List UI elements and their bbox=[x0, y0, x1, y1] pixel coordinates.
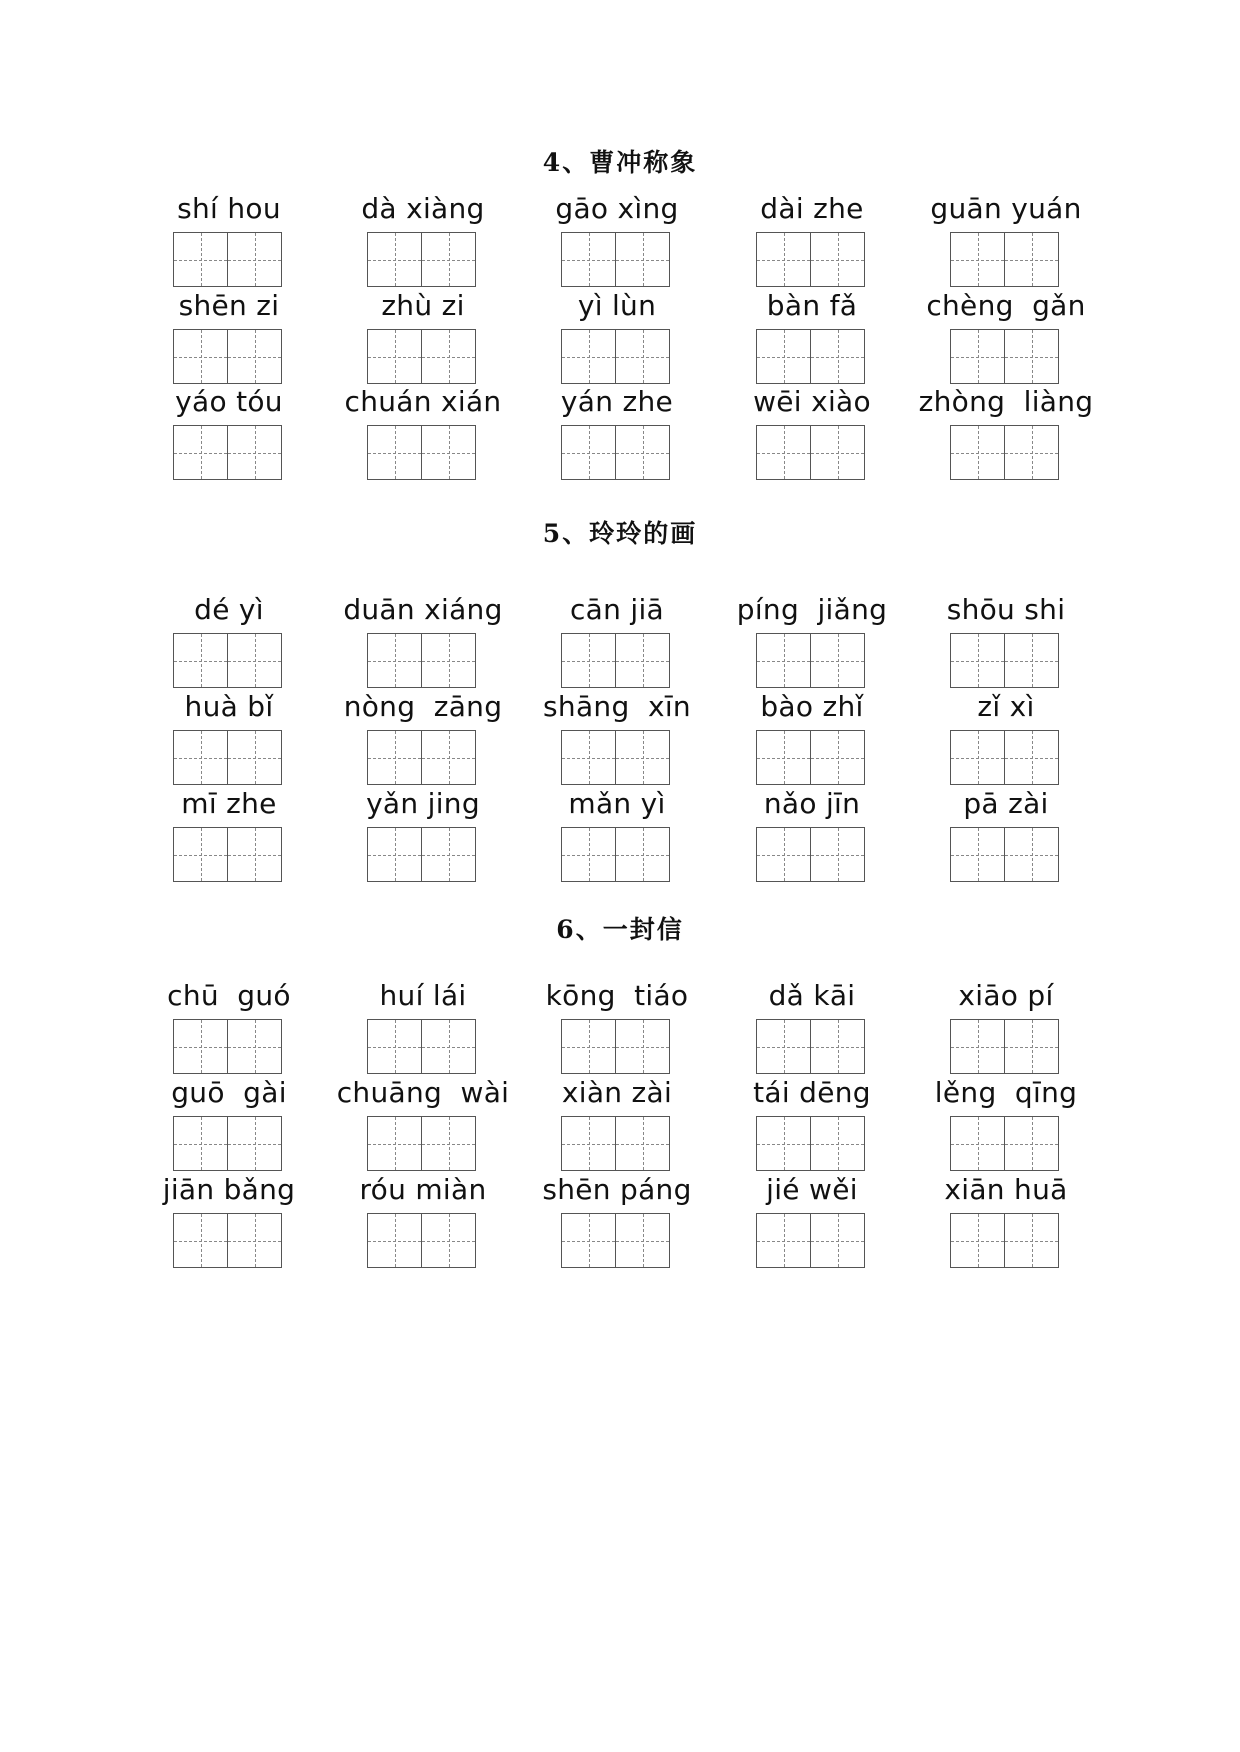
character-box[interactable] bbox=[951, 233, 1005, 286]
character-box[interactable] bbox=[174, 731, 228, 784]
tianzige-grid[interactable] bbox=[950, 1019, 1059, 1074]
character-box[interactable] bbox=[174, 330, 228, 383]
pinyin-label: chuán xián bbox=[344, 385, 502, 418]
word-cell bbox=[906, 289, 1106, 323]
pinyin-label: píng jiǎng bbox=[736, 593, 888, 626]
word-cell bbox=[906, 787, 1106, 821]
character-box[interactable] bbox=[174, 426, 228, 479]
word-cell bbox=[129, 787, 329, 821]
word-cell bbox=[323, 690, 523, 724]
pinyin-label: nǎo jīn bbox=[763, 787, 861, 820]
character-box[interactable] bbox=[368, 731, 422, 784]
tianzige-grid[interactable] bbox=[367, 1116, 476, 1171]
section-title-4: 4、曹冲称象 bbox=[542, 148, 698, 177]
tianzige-grid[interactable] bbox=[561, 1116, 670, 1171]
tianzige-grid[interactable] bbox=[367, 730, 476, 785]
character-box[interactable] bbox=[562, 634, 616, 687]
pinyin-label: wēi xiào bbox=[753, 385, 871, 418]
character-box[interactable] bbox=[757, 1117, 811, 1170]
tianzige-grid[interactable] bbox=[367, 1213, 476, 1268]
character-box[interactable] bbox=[562, 233, 616, 286]
character-box[interactable] bbox=[228, 1214, 281, 1267]
character-box[interactable] bbox=[616, 634, 669, 687]
word-cell bbox=[517, 690, 717, 724]
tianzige-grid[interactable] bbox=[756, 425, 865, 480]
character-box[interactable] bbox=[422, 828, 475, 881]
word-cell bbox=[323, 787, 523, 821]
section-title-6: 6、一封信 bbox=[556, 915, 684, 944]
pinyin-label: shí hou bbox=[177, 192, 281, 225]
character-box[interactable] bbox=[616, 1214, 669, 1267]
tianzige-grid[interactable] bbox=[950, 1116, 1059, 1171]
character-box[interactable] bbox=[368, 634, 422, 687]
character-box[interactable] bbox=[951, 330, 1005, 383]
word-cell bbox=[712, 979, 912, 1013]
character-box[interactable] bbox=[616, 828, 669, 881]
pinyin-label: huà bǐ bbox=[184, 690, 274, 723]
character-box[interactable] bbox=[757, 233, 811, 286]
character-box[interactable] bbox=[951, 1020, 1005, 1073]
character-box[interactable] bbox=[757, 634, 811, 687]
character-box[interactable] bbox=[174, 828, 228, 881]
character-box[interactable] bbox=[422, 426, 475, 479]
word-cell bbox=[712, 690, 912, 724]
character-box[interactable] bbox=[1005, 233, 1058, 286]
character-box[interactable] bbox=[951, 634, 1005, 687]
word-cell bbox=[323, 1076, 523, 1110]
pinyin-label: dǎ kāi bbox=[768, 979, 856, 1012]
word-cell bbox=[129, 1076, 329, 1110]
pinyin-label: chuāng wài bbox=[336, 1076, 510, 1109]
pinyin-label: mǎn yì bbox=[568, 787, 666, 820]
character-box[interactable] bbox=[562, 1020, 616, 1073]
tianzige-grid[interactable] bbox=[561, 730, 670, 785]
pinyin-label: dà xiàng bbox=[361, 192, 485, 225]
character-box[interactable] bbox=[616, 1117, 669, 1170]
word-cell bbox=[906, 979, 1106, 1013]
word-cell bbox=[712, 1076, 912, 1110]
character-box[interactable] bbox=[422, 330, 475, 383]
pinyin-label: huí lái bbox=[379, 979, 467, 1012]
word-cell bbox=[129, 690, 329, 724]
tianzige-grid[interactable] bbox=[950, 232, 1059, 287]
character-box[interactable] bbox=[951, 1117, 1005, 1170]
word-cell bbox=[906, 690, 1106, 724]
character-box[interactable] bbox=[757, 330, 811, 383]
tianzige-grid[interactable] bbox=[367, 425, 476, 480]
character-box[interactable] bbox=[1005, 330, 1058, 383]
word-cell bbox=[906, 1173, 1106, 1207]
character-box[interactable] bbox=[951, 1214, 1005, 1267]
tianzige-grid[interactable] bbox=[756, 633, 865, 688]
pinyin-label: cān jiā bbox=[569, 593, 665, 626]
pinyin-label: chèng gǎn bbox=[926, 289, 1086, 322]
word-cell bbox=[906, 385, 1106, 419]
tianzige-grid[interactable] bbox=[756, 329, 865, 384]
tianzige-grid[interactable] bbox=[173, 425, 282, 480]
word-cell bbox=[323, 1173, 523, 1207]
tianzige-grid[interactable] bbox=[561, 425, 670, 480]
word-cell bbox=[517, 385, 717, 419]
tianzige-grid[interactable] bbox=[561, 1019, 670, 1074]
character-box[interactable] bbox=[174, 233, 228, 286]
character-box[interactable] bbox=[951, 731, 1005, 784]
character-box[interactable] bbox=[811, 426, 864, 479]
pinyin-label: mī zhe bbox=[181, 787, 277, 820]
word-cell bbox=[712, 1173, 912, 1207]
tianzige-grid[interactable] bbox=[367, 329, 476, 384]
tianzige-grid[interactable] bbox=[173, 1213, 282, 1268]
section-title-5: 5、玲玲的画 bbox=[542, 519, 698, 548]
character-box[interactable] bbox=[562, 426, 616, 479]
tianzige-grid[interactable] bbox=[950, 730, 1059, 785]
tianzige-grid[interactable] bbox=[367, 1019, 476, 1074]
word-cell bbox=[129, 289, 329, 323]
character-box[interactable] bbox=[562, 1214, 616, 1267]
character-box[interactable] bbox=[757, 828, 811, 881]
pinyin-label: yán zhe bbox=[560, 385, 674, 418]
word-cell bbox=[323, 979, 523, 1013]
word-cell bbox=[129, 593, 329, 627]
character-box[interactable] bbox=[368, 1117, 422, 1170]
word-cell bbox=[517, 979, 717, 1013]
character-box[interactable] bbox=[616, 233, 669, 286]
character-box[interactable] bbox=[368, 426, 422, 479]
word-cell bbox=[517, 1173, 717, 1207]
pinyin-label: shōu shi bbox=[946, 593, 1066, 626]
character-box[interactable] bbox=[1005, 634, 1058, 687]
character-box[interactable] bbox=[1005, 1117, 1058, 1170]
pinyin-label: jiān bǎng bbox=[162, 1173, 296, 1206]
pinyin-label: guō gài bbox=[171, 1076, 287, 1109]
word-cell bbox=[323, 289, 523, 323]
tianzige-grid[interactable] bbox=[561, 232, 670, 287]
pinyin-label: lěng qīng bbox=[934, 1076, 1078, 1109]
tianzige-grid[interactable] bbox=[561, 633, 670, 688]
word-cell bbox=[906, 192, 1106, 226]
pinyin-label: shēn zi bbox=[178, 289, 280, 322]
character-box[interactable] bbox=[368, 1020, 422, 1073]
character-box[interactable] bbox=[174, 1020, 228, 1073]
character-box[interactable] bbox=[228, 1020, 281, 1073]
tianzige-grid[interactable] bbox=[950, 1213, 1059, 1268]
character-box[interactable] bbox=[368, 1214, 422, 1267]
character-box[interactable] bbox=[951, 828, 1005, 881]
tianzige-grid[interactable] bbox=[756, 1213, 865, 1268]
character-box[interactable] bbox=[422, 233, 475, 286]
word-cell bbox=[323, 593, 523, 627]
word-cell bbox=[517, 289, 717, 323]
tianzige-grid[interactable] bbox=[173, 827, 282, 882]
tianzige-grid[interactable] bbox=[173, 329, 282, 384]
character-box[interactable] bbox=[368, 330, 422, 383]
character-box[interactable] bbox=[811, 1020, 864, 1073]
pinyin-label: chū guó bbox=[167, 979, 291, 1012]
character-box[interactable] bbox=[422, 1020, 475, 1073]
word-cell bbox=[712, 289, 912, 323]
word-cell bbox=[712, 192, 912, 226]
word-cell bbox=[906, 593, 1106, 627]
tianzige-grid[interactable] bbox=[561, 1213, 670, 1268]
word-cell bbox=[712, 385, 912, 419]
word-cell bbox=[323, 192, 523, 226]
tianzige-grid[interactable] bbox=[756, 827, 865, 882]
character-box[interactable] bbox=[174, 1117, 228, 1170]
character-box[interactable] bbox=[616, 426, 669, 479]
character-box[interactable] bbox=[1005, 1214, 1058, 1267]
word-cell bbox=[517, 192, 717, 226]
tianzige-grid[interactable] bbox=[561, 827, 670, 882]
character-box[interactable] bbox=[757, 1214, 811, 1267]
pinyin-label: yǎn jing bbox=[366, 787, 480, 820]
tianzige-grid[interactable] bbox=[367, 633, 476, 688]
character-box[interactable] bbox=[174, 1214, 228, 1267]
tianzige-grid[interactable] bbox=[950, 329, 1059, 384]
pinyin-label: xiàn zài bbox=[561, 1076, 673, 1109]
character-box[interactable] bbox=[1005, 828, 1058, 881]
character-box[interactable] bbox=[228, 233, 281, 286]
pinyin-label: kōng tiáo bbox=[545, 979, 689, 1012]
character-box[interactable] bbox=[228, 330, 281, 383]
character-box[interactable] bbox=[228, 634, 281, 687]
character-box[interactable] bbox=[368, 828, 422, 881]
pinyin-label: róu miàn bbox=[359, 1173, 487, 1206]
pinyin-label: gāo xìng bbox=[555, 192, 679, 225]
pinyin-label: pā zài bbox=[963, 787, 1049, 820]
pinyin-label: zǐ xì bbox=[977, 690, 1035, 723]
tianzige-grid[interactable] bbox=[756, 1116, 865, 1171]
tianzige-grid[interactable] bbox=[173, 232, 282, 287]
character-box[interactable] bbox=[228, 731, 281, 784]
tianzige-grid[interactable] bbox=[173, 633, 282, 688]
character-box[interactable] bbox=[616, 1020, 669, 1073]
word-cell bbox=[712, 593, 912, 627]
pinyin-label: dé yì bbox=[194, 593, 264, 626]
tianzige-grid[interactable] bbox=[950, 633, 1059, 688]
character-box[interactable] bbox=[1005, 1020, 1058, 1073]
word-cell bbox=[129, 979, 329, 1013]
pinyin-label: zhòng liàng bbox=[918, 385, 1094, 418]
word-cell bbox=[129, 192, 329, 226]
word-cell bbox=[712, 787, 912, 821]
character-box[interactable] bbox=[811, 828, 864, 881]
character-box[interactable] bbox=[368, 233, 422, 286]
character-box[interactable] bbox=[562, 828, 616, 881]
tianzige-grid[interactable] bbox=[756, 730, 865, 785]
word-cell bbox=[323, 385, 523, 419]
character-box[interactable] bbox=[757, 1020, 811, 1073]
character-box[interactable] bbox=[228, 828, 281, 881]
tianzige-grid[interactable] bbox=[561, 329, 670, 384]
word-cell bbox=[517, 787, 717, 821]
pinyin-label: duān xiáng bbox=[343, 593, 503, 626]
character-box[interactable] bbox=[951, 426, 1005, 479]
word-cell bbox=[517, 593, 717, 627]
pinyin-label: yì lùn bbox=[577, 289, 657, 322]
tianzige-grid[interactable] bbox=[367, 232, 476, 287]
tianzige-grid[interactable] bbox=[367, 827, 476, 882]
pinyin-label: guān yuán bbox=[930, 192, 1082, 225]
pinyin-label: shāng xīn bbox=[543, 690, 691, 723]
character-box[interactable] bbox=[562, 1117, 616, 1170]
pinyin-label: jié wěi bbox=[766, 1173, 858, 1206]
pinyin-label: nòng zāng bbox=[343, 690, 503, 723]
character-box[interactable] bbox=[616, 330, 669, 383]
character-box[interactable] bbox=[757, 426, 811, 479]
character-box[interactable] bbox=[422, 1117, 475, 1170]
tianzige-grid[interactable] bbox=[173, 1019, 282, 1074]
tianzige-grid[interactable] bbox=[950, 425, 1059, 480]
pinyin-label: tái dēng bbox=[753, 1076, 871, 1109]
pinyin-label: bàn fǎ bbox=[766, 289, 858, 322]
character-box[interactable] bbox=[1005, 731, 1058, 784]
character-box[interactable] bbox=[422, 731, 475, 784]
pinyin-label: xiāo pí bbox=[958, 979, 1054, 1012]
word-cell bbox=[129, 1173, 329, 1207]
character-box[interactable] bbox=[422, 1214, 475, 1267]
tianzige-grid[interactable] bbox=[950, 827, 1059, 882]
character-box[interactable] bbox=[174, 634, 228, 687]
pinyin-label: zhù zi bbox=[381, 289, 465, 322]
character-box[interactable] bbox=[562, 330, 616, 383]
pinyin-label: shēn páng bbox=[542, 1173, 692, 1206]
character-box[interactable] bbox=[757, 731, 811, 784]
character-box[interactable] bbox=[1005, 426, 1058, 479]
character-box[interactable] bbox=[228, 1117, 281, 1170]
word-cell bbox=[517, 1076, 717, 1110]
pinyin-label: yáo tóu bbox=[175, 385, 283, 418]
character-box[interactable] bbox=[811, 634, 864, 687]
character-box[interactable] bbox=[811, 1117, 864, 1170]
pinyin-label: xiān huā bbox=[944, 1173, 1068, 1206]
pinyin-label: bào zhǐ bbox=[760, 690, 864, 723]
character-box[interactable] bbox=[228, 426, 281, 479]
character-box[interactable] bbox=[811, 330, 864, 383]
word-cell bbox=[906, 1076, 1106, 1110]
character-box[interactable] bbox=[562, 731, 616, 784]
character-box[interactable] bbox=[811, 233, 864, 286]
pinyin-label: dài zhe bbox=[760, 192, 864, 225]
character-box[interactable] bbox=[811, 731, 864, 784]
tianzige-grid[interactable] bbox=[173, 730, 282, 785]
tianzige-grid[interactable] bbox=[173, 1116, 282, 1171]
word-cell bbox=[129, 385, 329, 419]
tianzige-grid[interactable] bbox=[756, 232, 865, 287]
character-box[interactable] bbox=[422, 634, 475, 687]
tianzige-grid[interactable] bbox=[756, 1019, 865, 1074]
character-box[interactable] bbox=[616, 731, 669, 784]
character-box[interactable] bbox=[811, 1214, 864, 1267]
